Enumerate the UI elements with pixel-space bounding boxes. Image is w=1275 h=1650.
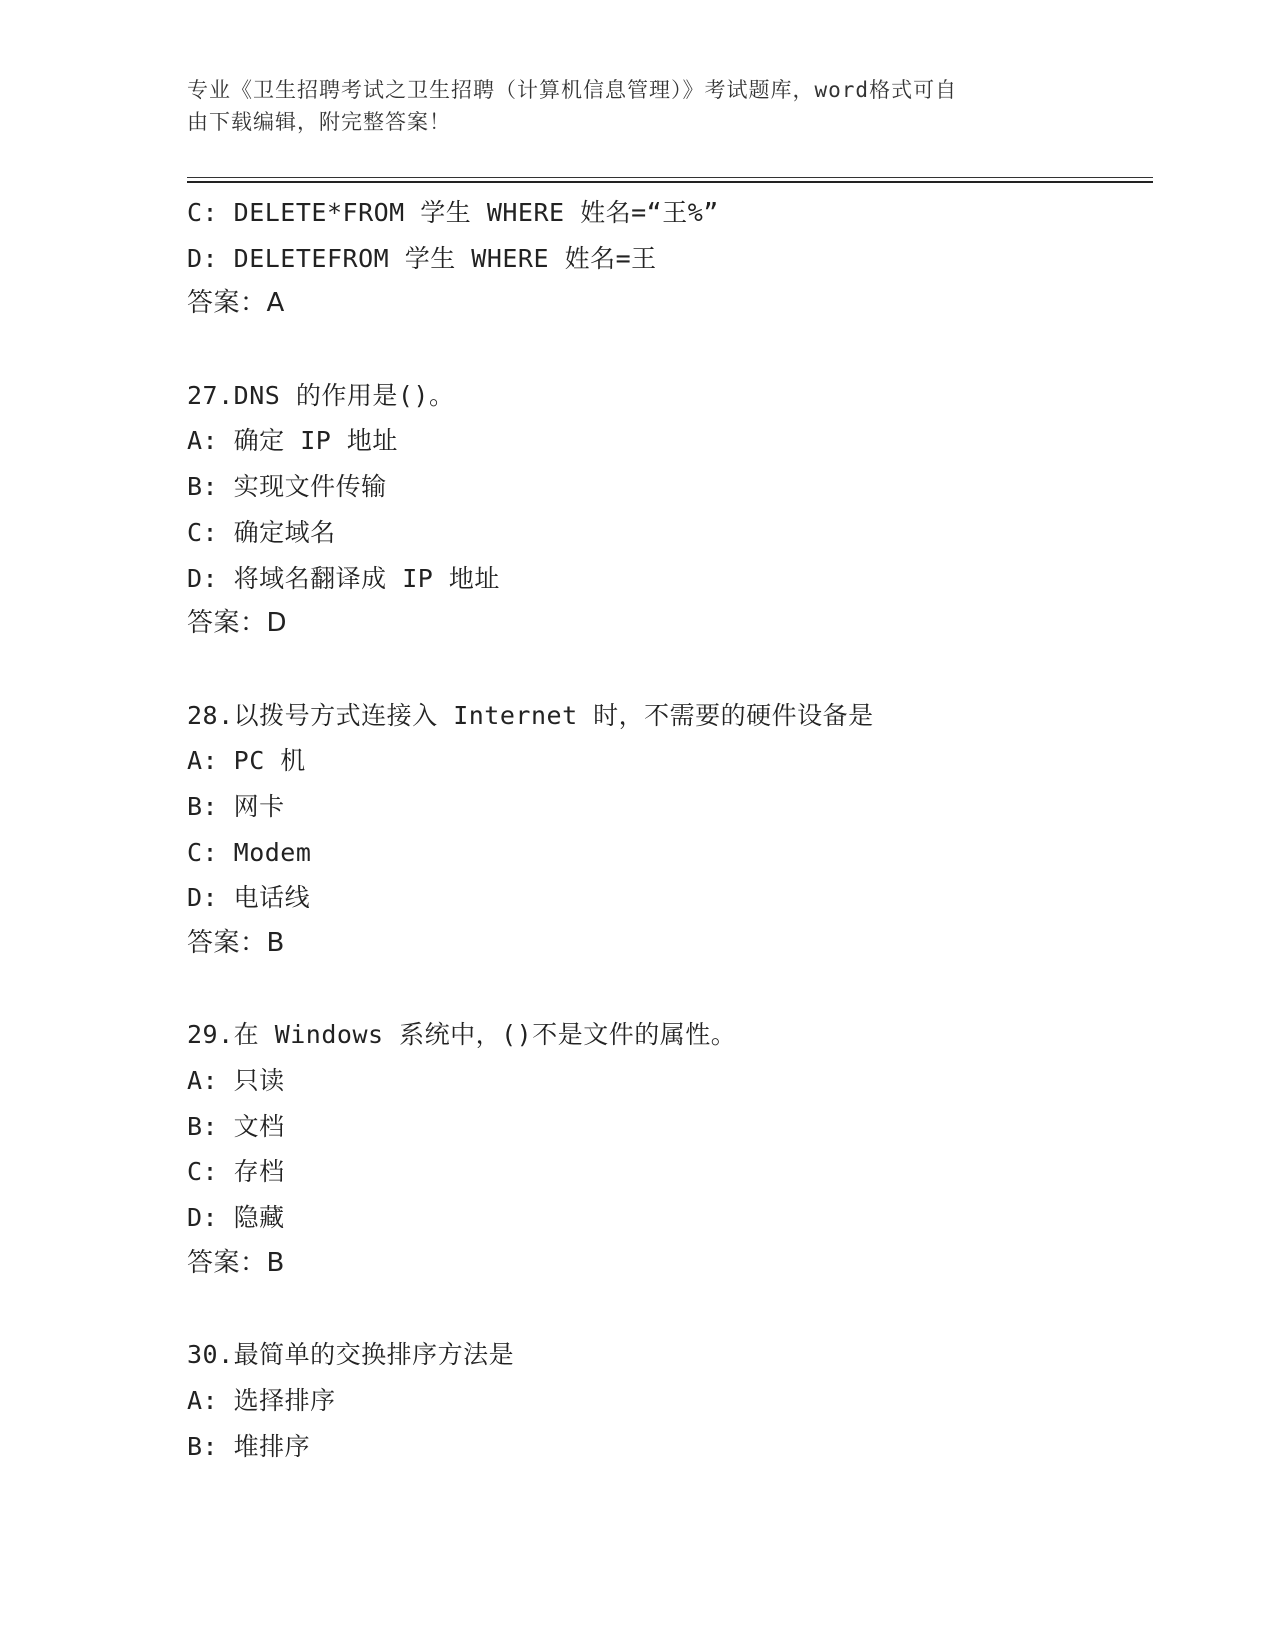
- answer-line: 答案：A: [187, 288, 285, 319]
- option-a: A: 确定 IP 地址: [187, 426, 398, 456]
- question-text: 28.以拨号方式连接入 Internet 时，不需要的硬件设备是: [187, 700, 874, 730]
- header-divider-thick: [187, 181, 1153, 183]
- option-b: B: 实现文件传输: [187, 472, 387, 502]
- question-list: [187, 190, 1147, 1469]
- question-block-30: [187, 1332, 1147, 1469]
- option-c: C: 存档: [187, 1157, 285, 1187]
- answer-line: 答案：B: [187, 928, 285, 958]
- question-block-29: [187, 1012, 1147, 1286]
- option-d: D: 隐藏: [187, 1203, 285, 1233]
- option-c: C: Modem: [187, 837, 312, 867]
- option-b: B: 网卡: [187, 791, 285, 821]
- question-block-27: [187, 373, 1147, 647]
- spacer: [187, 1287, 1147, 1333]
- document-header: [187, 74, 1067, 138]
- question-block-26: [187, 190, 1147, 327]
- header-divider-thin: [187, 177, 1153, 178]
- option-d: D: 将域名翻译成 IP 地址: [187, 563, 500, 593]
- header-line-2: 由下载编辑，附完整答案！: [187, 110, 451, 134]
- answer-line: 答案：B: [187, 1247, 285, 1278]
- question-block-28: [187, 693, 1147, 967]
- option-b: B: 堆排序: [187, 1431, 311, 1461]
- option-c: C: 确定域名: [187, 517, 336, 547]
- question-text: 30.最简单的交换排序方法是: [187, 1340, 515, 1370]
- option-c: C: DELETE*FROM 学生 WHERE 姓名=“王%”: [187, 198, 719, 227]
- question-text: 29.在 Windows 系统中，()不是文件的属性。: [187, 1020, 737, 1050]
- option-d: D: DELETEFROM 学生 WHERE 姓名=王: [187, 243, 657, 273]
- spacer: [187, 327, 1147, 373]
- spacer: [187, 647, 1147, 693]
- option-a: A: 选择排序: [187, 1385, 336, 1415]
- question-text: 27.DNS 的作用是()。: [187, 380, 455, 410]
- option-a: A: PC 机: [187, 746, 306, 776]
- answer-line: 答案：D: [187, 608, 288, 639]
- header-line-1: 专业《卫生招聘考试之卫生招聘（计算机信息管理）》考试题库，word格式可自: [187, 78, 958, 102]
- option-b: B: 文档: [187, 1111, 285, 1141]
- option-a: A: 只读: [187, 1066, 285, 1096]
- spacer: [187, 967, 1147, 1013]
- option-d: D: 电话线: [187, 883, 311, 913]
